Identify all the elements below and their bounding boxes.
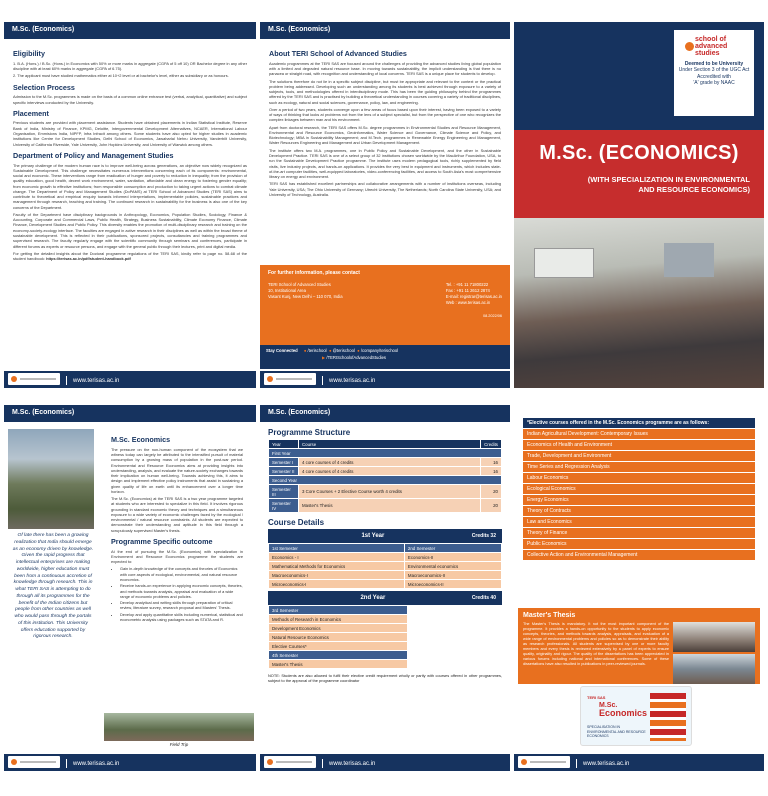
panel-header: M.Sc. (Economics) bbox=[260, 405, 510, 422]
table-row: Semester IV Master's Thesis 20 bbox=[269, 499, 502, 513]
eligibility-heading: Eligibility bbox=[13, 49, 45, 58]
table-row: Semester III 3 Core Courses + 2 Elective Course worth 4 credits 20 bbox=[269, 485, 502, 499]
thesis-text: The Master's Thesis is mandatory. It not the most important component of the programme. It provides a hands-on opportunity to the students to apply economic concepts, theories, and methods towards analysis, appraisals, and evaluation of a wide range of environmental problems and policies so as to demonstrate their ability as research professionals. All students are supervised by one or more faculty members and every thesis is reviewed extensively by a panel of experts to ensure quality, originality and rigour. The quality of the dissertations has been appreciated in various forums including national and international conferences. Some of these dissertations have also resulted in publications in peer-reviewed journals. bbox=[523, 622, 669, 667]
website-link[interactable]: www.terisas.ac.in bbox=[583, 761, 630, 768]
section-heading: M.Sc. Economics bbox=[111, 435, 171, 444]
outcome-list bbox=[120, 566, 243, 622]
cover-subtitle: (WITH SPECIALIZATION IN ENVIRONMENTAL bbox=[587, 175, 750, 184]
electives-heading: *Elective courses offered in the M.Sc. Economics programme are as follows: bbox=[523, 418, 756, 429]
poster-title: Economics bbox=[599, 708, 648, 718]
twitter-link[interactable]: @terischool bbox=[332, 348, 355, 353]
website-link[interactable]: www.terisas.ac.in bbox=[73, 378, 120, 385]
social-label: Stay Connected bbox=[266, 348, 298, 353]
contact-address-line: Vasant Kunj, New Delhi – 110 070, India bbox=[268, 293, 343, 299]
contact-address-line: 10, Institutional Area bbox=[268, 287, 306, 293]
panel-footer bbox=[260, 371, 510, 388]
cover-title: M.Sc. (ECONOMICS) bbox=[539, 142, 739, 164]
contact-web[interactable]: Web : www.terisas.ac.in bbox=[445, 299, 491, 305]
facebook-icon[interactable]: ● bbox=[303, 348, 307, 353]
table-row: Elective Courses* bbox=[269, 642, 408, 651]
selection-heading: Selection Process bbox=[13, 82, 75, 92]
panel-msc-economics bbox=[4, 405, 256, 771]
social-bar bbox=[260, 345, 510, 369]
website-link[interactable]: www.terisas.ac.in bbox=[73, 761, 120, 768]
handbook-link[interactable]: https://terisas.ac.in/pdf/student-handbook.pdf bbox=[46, 256, 131, 262]
programme-structure-heading: Programme Structure bbox=[268, 428, 351, 437]
panel-electives bbox=[514, 405, 764, 771]
seal-line: Accredited with bbox=[697, 73, 731, 80]
teri-logo bbox=[518, 756, 570, 768]
linkedin-icon[interactable]: ● bbox=[357, 348, 360, 353]
outcome-item: • Gain in-depth knowledge of the concepts and theories of Economics with core aspects of ecological, environmental, and natural resource economics. bbox=[120, 566, 243, 582]
panel-header: M.Sc. (Economics) bbox=[260, 22, 510, 39]
outcome-item: • Receive hands-on experience in applying economic concepts, theories, and methods towards analysis, appraisal and evaluation of a wide range of economic problems and policies. bbox=[120, 583, 243, 599]
contact-phone: Tel. : +91 11 71800222 bbox=[445, 282, 489, 287]
thesis-heading: Master's Thesis bbox=[523, 612, 576, 619]
panel-about bbox=[260, 22, 510, 388]
about-text: Over a period of two years, students converge upon a few areas of focus based upon their interest, having been exposed to a variety of ways of thinking that looks at problems not from the lens of a subject specialist, but from the perspective of one who recognizes the complex linkages between man and his environment. bbox=[269, 106, 501, 123]
facebook-link[interactable]: /terischool bbox=[307, 348, 327, 353]
course-details-heading: Course Details bbox=[268, 518, 325, 527]
electives-table bbox=[522, 417, 756, 561]
poster-title: M.Sc. bbox=[599, 702, 618, 709]
panel-footer bbox=[4, 371, 256, 388]
contact-address-line: TERI School of Advanced Studies bbox=[268, 282, 331, 287]
outcome-intro: At the end of pursuing the M.Sc. (Economics) with specialization in Environment and Resource Economics programme the students are expected to: bbox=[111, 548, 243, 565]
table-row: Macroeconomics-I Macroeconomics-II bbox=[269, 571, 502, 580]
contact-box bbox=[260, 265, 510, 345]
list-item: Collective Action and Environmental Management bbox=[523, 550, 756, 561]
list-item: Law and Economics bbox=[523, 517, 756, 528]
university-seal bbox=[674, 30, 754, 116]
panel-placement bbox=[4, 22, 256, 388]
list-item: Theory of Contracts bbox=[523, 506, 756, 517]
year2-table: 3rd Semester Methods of Research in Economics Development Economics Natural Resource Economics Elective Courses* 4th Semester Master's Thesis bbox=[268, 605, 408, 669]
linkedin-link[interactable]: /company/terischool bbox=[360, 348, 399, 353]
teri-logo bbox=[264, 373, 316, 385]
list-item: Trade, Development and Environment bbox=[523, 451, 756, 462]
list-item: Energy Economics bbox=[523, 495, 756, 506]
panel-footer bbox=[260, 754, 510, 771]
cover-subtitle: AND RESOURCE ECONOMICS) bbox=[638, 185, 750, 195]
workshop-photo bbox=[673, 654, 755, 684]
twitter-icon[interactable]: ● bbox=[328, 348, 332, 353]
website-link[interactable]: www.terisas.ac.in bbox=[329, 378, 376, 385]
table-row: Development Economics bbox=[269, 624, 408, 633]
about-heading: About TERI School of Advanced Studies bbox=[269, 49, 407, 58]
list-item: Economics of Health and Environment bbox=[523, 440, 756, 451]
poster-badge: TERI SAS bbox=[587, 695, 606, 700]
panel-header: M.Sc. (Economics) bbox=[4, 405, 256, 422]
programme-poster bbox=[580, 686, 692, 746]
table-row: Semester II 4 core courses of 4 credits 16 bbox=[269, 467, 502, 476]
intro-text: The pressure on the non-human component of the ecosystem that we witness today can largely be attributed to the intensified pursuit of material consumption by a growing mass of population in the post-war period. Environmental and Resource Economics aims at providing insights into understanding, analysis, and evaluate the nature-society exchanges towards their implication on human well-being. Towards achieving this, it aims to design and implement effective policy instruments that assist in sustaining a given quality of life on earth until its enhancement over a longer time horizon. bbox=[111, 446, 243, 494]
teri-logo-icon bbox=[685, 42, 694, 51]
contact-heading: For further information, please contact bbox=[268, 270, 360, 276]
teri-logo bbox=[264, 756, 316, 768]
year1-table: 1st Semester 2nd Semester Economics - I Economics-II Mathematical Methods for Economics Environmental economics Macroeconomics-I Macroeconomics-II Microeconomics-I Microeconomics-II bbox=[268, 543, 502, 589]
classroom-photo bbox=[514, 218, 764, 388]
thesis-box bbox=[518, 608, 760, 684]
teri-logo bbox=[8, 756, 60, 768]
outcome-item: • Develop and apply quantitative skills including numerical, statistical and econometric analysis using packages such as STATA and R. bbox=[120, 612, 243, 623]
panel-footer bbox=[4, 754, 256, 771]
table-row: Methods of Research in Economics bbox=[269, 615, 408, 624]
contact-email[interactable]: E-mail: registrar@terisas.ac.in bbox=[445, 293, 502, 299]
panel-header: M.Sc. (Economics) bbox=[4, 22, 256, 39]
panel-programme-structure bbox=[260, 405, 510, 771]
field-trip-photo bbox=[104, 713, 254, 741]
about-text: TERI SAS has established excellent partnerships and collaborative arrangements with a number of institutions overseas, including Yale University, USA; The Ohio University of Germany; Utrecht University, The Netherlands; North Carolina State University, USA; and University of Technology, Australia. bbox=[269, 181, 501, 197]
campus-photo bbox=[8, 429, 94, 529]
photo-caption: Field Trip bbox=[169, 742, 189, 747]
quote-text: Of late there has been a growing realization that India should emerge as an economy driven by knowledge. Given the rapid progress that intellectual enterprises are making worldwide, higher education must been from a continuous accretion of knowledge through research. This in what TERI SAS is attempting to do through all its programmes for the benefit of the Indian citizens but people from other countries as well who would pass through the portals of this institution. This University offers education supported by rigorous research. bbox=[12, 533, 94, 640]
programme-structure-table: Year Course Credits First Year Semester I 4 core courses of 4 credits 16 Semester II 4 core courses of 4 credits 16 Second Year Semester III 3 Core Courses + 2 Elective Course worth 4 credits 20 Semester IV Master's Thesis 20 bbox=[268, 439, 502, 513]
poster-graphic bbox=[650, 693, 686, 741]
teri-logo bbox=[8, 373, 60, 385]
table-row: Economics - I Economics-II bbox=[269, 553, 502, 562]
youtube-link[interactable]: /TERISchoolofAdvancedStudies bbox=[326, 355, 386, 360]
list-item: Public Economics bbox=[523, 539, 756, 550]
table-row: Microeconomics-I Microeconomics-II bbox=[269, 580, 502, 589]
year2-bar: 2nd Year Credits 40 bbox=[268, 591, 502, 605]
poster-subtitle: SPECIALISATION IN ENVIRONMENTAL AND RESOURCE ECONOMICS bbox=[587, 725, 646, 739]
list-item: Indian Agricultural Development: Contemporary Issues bbox=[523, 429, 756, 440]
eligibility-item: 2. The applicant must have studied mathematics either at 10+2 level or at bachelor's level, either as subsidiary or as honours. bbox=[13, 73, 229, 79]
seal-line: Deemed to be University bbox=[684, 61, 744, 67]
table-row: Master's Thesis bbox=[269, 660, 408, 669]
department-heading: Department of Policy and Management Studies bbox=[13, 150, 174, 160]
about-text: Apart from doctoral research, the TERI SAS offers M.Sc. degree programmes in Environmental Studies and Resource Management, Environmental and Resource Economics, Geoinformatics, Water Science and Governance, Climate Science and Policy, and Biotechnology; MBA in Sustainability Management; and M.Tech. programmes in Renewable Energy Engineering and Management, Water Resources Engineering and Management and Urban Development Management. bbox=[269, 124, 501, 146]
year1-bar: 1st Year Credits 32 bbox=[268, 529, 502, 543]
department-text: For getting the detailed insights about the Doctoral programme regulations of the TERI SAS, kindly refer to page no. 58-68 of the student handbook: https://terisas.ac.in/pdf/student-handbook.pdf bbox=[13, 250, 247, 262]
classroom-photo bbox=[673, 622, 755, 652]
department-text: Faculty of the Department have disciplinary backgrounds in Anthropology, Economics, Population Studies, Sociology, Finance & Accounting, Corporate and Commercial Laws, Public Health, Strategy, Business Sustainability, Climate Economy Finance, Climate Finance, Development Studies and Public Policy. This diversity enables the promotion of multi-disciplinary research and training on the economy-society-ecology interface. The faculties are engaged in active research in their disciplines as well as within the broad theme of sustainable development. This is reflected in their publications, sponsored projects, consultancies and training programmes and supervised research. The faculty regularly engage with the scientific community through seminars and conferences, participate in different forums as experts or resource persons, and engage with the general public through their lectures, print and digital media. bbox=[13, 211, 247, 249]
about-text: The institute offers two M.A. programmes, one in Public Policy and Sustainable Development, and the other in Sustainable Development Practice. TERI SAS is one of a select group of 32 institutions chosen worldwide by the MacArthur Foundation, USA, to run the Sustainable Development Practice programme. The institute uses modern pedagogical tools, richly supplemented by field visits, live industry projects, and hands-on applications. It provides the very best in equipment and instruments, which includes state-of-the-art computer facilities, well-equipped laboratories, video-conferencing facilities, and access to South Asia's most comprehensive library on energy and environment. bbox=[269, 147, 501, 180]
list-item: Time Series and Regression Analysis bbox=[523, 462, 756, 473]
placement-heading: Placement bbox=[13, 108, 49, 118]
about-text: Academic programmes at the TERI SAS are focused around the challenges of providing the advanced studies living global population with a limited and degraded natural resource base. In moving towards sustainability, the implicit understanding is that there is no panacea or straight road, with recognition and understanding of local concerns. TERI SAS is a unique place for students to develop. bbox=[269, 60, 501, 77]
panel-cover bbox=[514, 22, 764, 388]
print-code: 08.2022/06 bbox=[482, 313, 502, 318]
selection-text: Admission to the M.Sc. programmes is made on the basis of a common online entrance test (verbal, analytical, quantitative) and subject specific interviews conducted by the University. bbox=[13, 94, 247, 105]
about-text: The solutions therefore do not lie in a specific subject discipline, but must be appropriate and relevant to the context or the practical problem being addressed. Developing such an understanding among its students is best achieved through exposure to a variety of subjects, tools, and methodologies offered in interdisciplinary mode. This has been the guiding philosophy behind the programmes offered by the TERI SAS and is practised by building a theoretical understanding in courses covering a variety of traditional disciplines, such as ecology, natural and social sciences, governance, policy, law, and engineering. bbox=[269, 78, 501, 105]
table-row: First Year bbox=[269, 449, 502, 458]
placement-text: Previous students are provided with placement assistance. Students have obtained placements in Indian Statistical Institute, Reserve Bank of India, Ministry of Finance, KPMG, Deloitte, Intergovernmental Development Alternatives, NCAER, International Labour Organisation, Emmisions India, NIPFP, Infra Infracit among others. Some students have also opted for higher studies in academic institutions like Centre for Development Studies, Delhi School of Economics, Jawaharlal Nehru University, Vanderbilt University, University of California Riverside, Yale University, John Hopkins University, and University of Warwick among others. bbox=[13, 120, 247, 147]
course-note: NOTE: Students are also allowed to fulfil their elective credit requirement wholly or partly with courses offered in other programmes, subject to the approval of the programme coordinator bbox=[268, 673, 502, 684]
cover-title-band bbox=[514, 130, 764, 218]
table-row: Semester I 4 core courses of 4 credits 16 bbox=[269, 458, 502, 467]
list-item: Theory of Finance bbox=[523, 528, 756, 539]
seal-line: Under Section 3 of the UGC Act bbox=[678, 67, 750, 74]
eligibility-item: 1. B.A. (Hons.) / B.Sc. (Hons.) in Economics with 50% or more marks in aggregate (CGPA of 5 off 10) OR Bachelor degree in any other discipline with at least 60% marks in aggregate (CGPA of 6.75). bbox=[13, 60, 247, 71]
contact-fax: Fax : +91 11 2612 2874 bbox=[445, 287, 490, 293]
seal-line: 'A' grade by NAAC bbox=[693, 79, 735, 86]
youtube-icon[interactable]: ▶ bbox=[322, 355, 326, 360]
table-row: Natural Resource Economics bbox=[269, 633, 408, 642]
list-item: Ecological Economics bbox=[523, 484, 756, 495]
table-row: Second Year bbox=[269, 476, 502, 485]
seal-brand: school of advanced studies bbox=[695, 36, 728, 57]
outcome-heading: Programme Specific outcome bbox=[111, 536, 213, 546]
panel-footer bbox=[514, 754, 764, 771]
website-link[interactable]: www.terisas.ac.in bbox=[329, 761, 376, 768]
department-text: The primary challenge of the modern human race is to improve well-being across generations, an objective now widely recognized as Sustainable Development. This challenge necessitates numerous interventions concerning each of its components: environmental, social and economic. These interventions range from eradication of hunger and poverty to reduction in inequality; from the provision of quality education, good health, decent work environment, water, sanitation, affordable and clean energy to fostering gender equality; from economic growth to effective institutions; from responsible consumption and production to taking urgent actions to combat climate change. The Department of Policy and Management Studies (DoPAMS) at TERI School of Advanced Studies (TERI SAS) aims to contribute to theoretical and empirical enquiry towards informed interpretations, implementable policies, sustainable practices and management through research, teaching and training. The continued research in sustainability for the business is also one of the key concerns of the Department. bbox=[13, 162, 247, 210]
list-item: Labour Economics bbox=[523, 473, 756, 484]
outcome-item: • Develop analytical and writing skills through preparation of critical review, literature survey, research proposal and Masters' Thesis. bbox=[120, 600, 243, 611]
intro-text: The M.Sc. (Economics) at the TERI SAS is a two year programme targeted at students who are interested to specialize in this field. It involves rigorous grounding in standard economic theory and techniques and a simultaneous exposure to a wide variety of economic challenges faced by the ecological / environmental / natural resource constraints. All students are expected to demonstrate their understanding and aptitude in this field through a scrupulously supervised Master's thesis. bbox=[111, 496, 243, 533]
table-row: Mathematical Methods for Economics Environmental economics bbox=[269, 562, 502, 571]
